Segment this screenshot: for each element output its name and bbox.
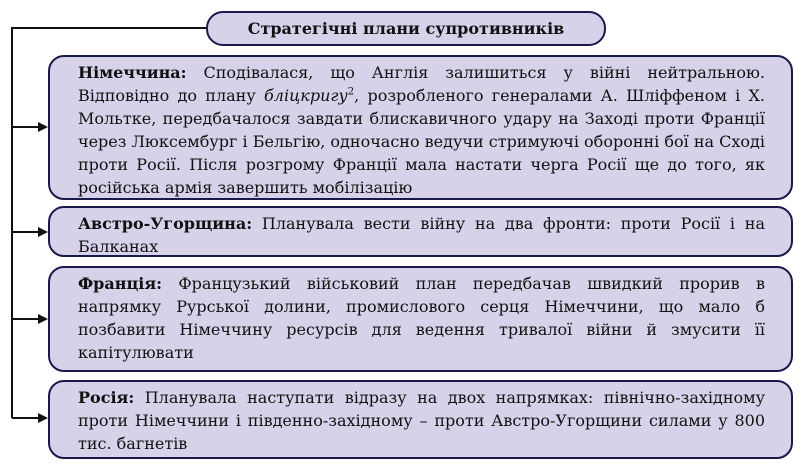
footnote-marker: 2	[347, 86, 355, 98]
arrowhead-russia	[38, 413, 48, 423]
arrowhead-austria	[38, 227, 48, 237]
arrowhead-france	[38, 314, 48, 324]
card-russia	[48, 380, 793, 459]
card-text: Французький військовий план передбачав швидкий прорив в напрямку Рурської долини, промислового серця Німеччини, що мало б позбавити Німеччину ресурсів для ведення тривалої війни й змусити її капітулювати	[78, 274, 765, 362]
card-austria-hungary	[48, 206, 793, 257]
card-france	[48, 266, 793, 372]
card-text-part: Сподівалася, що Англія залишиться у війні нейтральною. Відповідно до плану	[78, 63, 765, 105]
diagram-title: Стратегічні плани супротивників	[206, 11, 606, 46]
card-label: Австро-Угорщина:	[78, 214, 253, 233]
term-blitzkrieg: бліцкригу	[264, 86, 348, 105]
arrowhead-germany	[38, 122, 48, 132]
card-germany	[48, 55, 793, 200]
card-text-part: , розробленого генералами А. Шліффеном і Х. Мольтке, передбачалося завдати блискавичного удару на Заході проти Франції через Люксембург і Бельгію, одночасно ведучи стримуючі оборонні бої на Сході проти Росії. Після розгрому Франції мала настати черга Росії ще до того, як російська армія завершить мобілізацію	[78, 86, 766, 197]
card-label: Росія:	[78, 388, 135, 407]
card-text: Планувала вести війну на два фронти: проти Росії і на Балканах	[78, 214, 765, 256]
card-text: Планувала наступати відразу на двох напрямках: північно-західному проти Німеччини і південно-західному – проти Австро-Угорщини силами у 800 тис. багнетів	[78, 388, 765, 453]
card-label: Франція:	[78, 274, 163, 293]
card-label: Німеччина:	[78, 63, 187, 82]
